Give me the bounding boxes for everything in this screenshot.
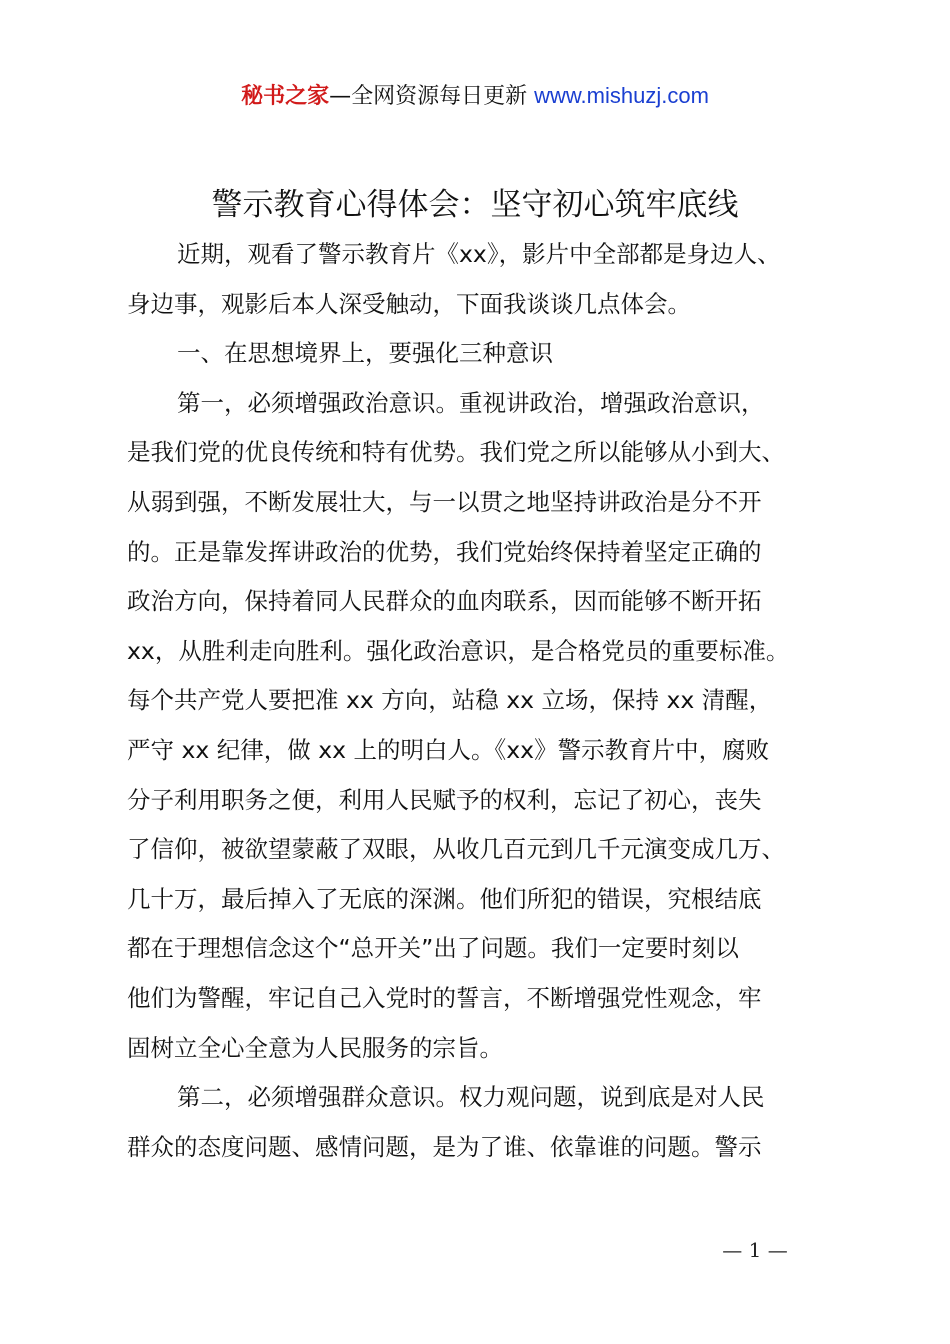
- paragraph-line: xx，从胜利走向胜利。强化政治意识，是合格党员的重要标准。: [127, 636, 790, 665]
- paragraph-line: 是我们党的优良传统和特有优势。我们党之所以能够从小到大、: [127, 438, 785, 467]
- site-url-link[interactable]: www.mishuzj.com: [534, 83, 709, 108]
- paragraph-line: 固树立全心全意为人民服务的宗旨。: [127, 1033, 503, 1062]
- paragraph-line: 的。正是靠发挥讲政治的优势，我们党始终保持着坚定正确的: [127, 537, 762, 566]
- paragraph-line: 每个共产党人要把准 xx 方向，站稳 xx 立场，保持 xx 清醒，: [127, 686, 773, 715]
- paragraph-line: 从弱到强，不断发展壮大，与一以贯之地坚持讲政治是分不开: [127, 487, 762, 516]
- section-heading: 一、在思想境界上，要强化三种意识: [177, 339, 553, 368]
- paragraph-line: 群众的态度问题、感情问题，是为了谁、依靠谁的问题。警示: [127, 1132, 762, 1161]
- paragraph-line: 分子利用职务之便，利用人民赋予的权利，忘记了初心，丧失: [127, 785, 762, 814]
- site-header: [0, 80, 950, 113]
- paragraph-line: 了信仰，被欲望蒙蔽了双眼，从收几百元到几千元演变成几万、: [127, 835, 785, 864]
- site-brand: 秘书之家: [241, 84, 330, 109]
- document-title: 警示教育心得体会：坚守初心筑牢底线: [211, 187, 739, 223]
- paragraph-line: 严守 xx 纪律，做 xx 上的明白人。《xx》警示教育片中，腐败: [127, 735, 770, 764]
- site-tagline: —全网资源每日更新: [329, 84, 528, 109]
- paragraph-line: 第一，必须增强政治意识。重视讲政治，增强政治意识，: [177, 388, 765, 417]
- page-number: — 1 —: [722, 1238, 788, 1262]
- paragraph-line: 几十万，最后掉入了无底的深渊。他们所犯的错误，究根结底: [127, 884, 762, 913]
- paragraph-line: 第二，必须增强群众意识。权力观问题，说到底是对人民: [177, 1083, 765, 1112]
- paragraph-line: 他们为警醒，牢记自己入党时的誓言，不断增强党性观念，牢: [127, 983, 762, 1012]
- paragraph-line: 近期，观看了警示教育片《xx》，影片中全部都是身边人、: [177, 240, 781, 268]
- paragraph-line: 都在于理想信念这个“总开关”出了问题。我们一定要时刻以: [127, 934, 739, 963]
- paragraph-line: 政治方向，保持着同人民群众的血肉联系，因而能够不断开拓: [127, 587, 762, 616]
- paragraph-line: 身边事，观影后本人深受触动，下面我谈谈几点体会。: [127, 289, 691, 318]
- document-body: [127, 230, 833, 1172]
